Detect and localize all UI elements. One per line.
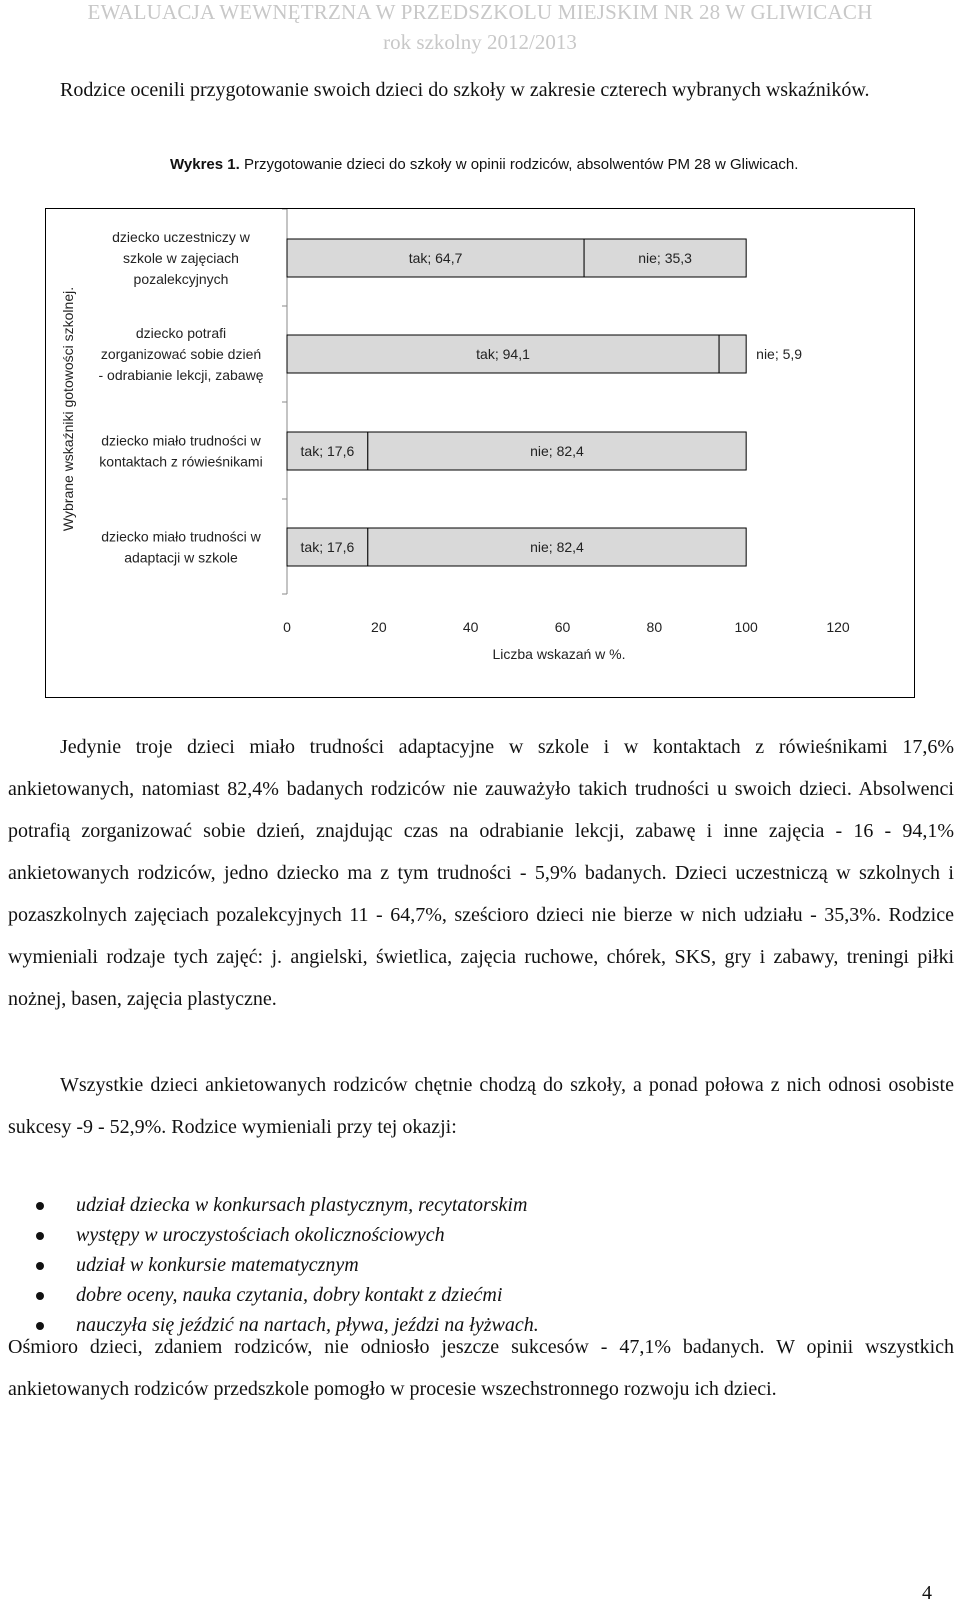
bar-nie	[719, 335, 746, 373]
y-axis-label: Wybrane wskaźniki gotowości szkolnej.	[60, 286, 76, 532]
x-tick-label: 0	[283, 619, 291, 635]
chart-caption-text: Przygotowanie dzieci do szkoły w opinii rodziców, absolwentów PM 28 w Gliwicach.	[239, 156, 799, 173]
category-label: - odrabianie lekcji, zabawę	[98, 367, 264, 383]
chart-caption	[170, 156, 798, 173]
data-label: nie; 5,9	[756, 346, 803, 362]
paragraph-successes: Wszystkie dzieci ankietowanych rodziców chętnie chodzą do szkoły, a ponad połowa z nich odnosi osobiste sukcesy -9 - 52,9%. Rodzice wymieniali przy tej okazji:	[8, 1074, 954, 1138]
data-label: tak; 94,1	[476, 346, 530, 362]
data-label: tak; 64,7	[408, 250, 463, 266]
x-tick-label: 100	[734, 619, 758, 635]
page-number: 4	[922, 1582, 932, 1604]
category-label: szkole w zajęciach	[123, 250, 239, 266]
category-label: dziecko uczestniczy w	[112, 229, 250, 245]
x-tick-label: 120	[826, 619, 850, 635]
list-item	[36, 1220, 916, 1250]
category-label: pozalekcyjnych	[133, 271, 229, 287]
paragraph-results: Jedynie troje dzieci miało trudności adaptacyjne w szkole i w kontaktach z rówieśnikami 17,6% ankietowanych, natomiast 82,4% badanych rodziców nie zauważyło takich trudności u swoich dzieci. Absolwenci potrafią zorganizować sobie dzień, znajdując czas na odrabianie lekcji, zabawę i inne zajęcia - 16 - 94,1% ankietowanych rodziców, jedno dziecko ma z tym trudności - 5,9% badanych. Dzieci uczestniczą w szkolnych i pozaszkolnych zajęciach pozalekcyjnych 11 - 64,7%, sześcioro dzieci nie bierze w nich udziału - 35,3%. Rodzice wymieniali rodzaje tych zajęć: j. angielski, świetlica, zajęcia ruchowe, chórek, SKS, gry i zabawy, treningi piłki nożnej, basen, zajęcia plastyczne.	[8, 736, 954, 1010]
category-label: dziecko miało trudności w	[101, 528, 261, 545]
success-list	[36, 1190, 916, 1340]
category-label: adaptacji w szkole	[124, 549, 238, 566]
list-item-text: dobre oceny, nauka czytania, dobry kontakt z dziećmi	[76, 1284, 503, 1306]
list-item-text: udział dziecka w konkursach plastycznym, recytatorskim	[76, 1194, 528, 1216]
category-label: dziecko potrafi	[135, 325, 227, 341]
list-item	[36, 1280, 916, 1310]
data-label: tak; 17,6	[300, 443, 355, 459]
bullet-icon	[36, 1232, 44, 1240]
x-tick-label: 80	[646, 619, 663, 635]
data-label: nie; 35,3	[638, 250, 692, 266]
data-label: tak; 17,6	[300, 539, 355, 555]
document-header-year: rok szkolny 2012/2013	[383, 30, 577, 54]
stacked-bar-chart	[46, 209, 914, 697]
data-label: nie; 82,4	[530, 539, 584, 555]
x-tick-label: 20	[371, 619, 387, 635]
bullet-icon	[36, 1292, 44, 1300]
bullet-icon	[36, 1202, 44, 1210]
category-label: dziecko miało trudności w	[101, 432, 261, 449]
chart-frame	[45, 208, 915, 698]
list-item-text: nauczyła się jeździć na nartach, pływa, jeździ na łyżwach.	[76, 1314, 539, 1336]
x-tick-label: 40	[462, 619, 479, 635]
category-label: kontaktach z rówieśnikami	[99, 453, 263, 470]
data-label: nie; 82,4	[530, 443, 584, 459]
chart-caption-number: Wykres 1.	[170, 156, 240, 173]
intro-paragraph: Rodzice ocenili przygotowanie swoich dzieci do szkoły w zakresie czterech wybranych wskaźników.	[60, 79, 870, 101]
document-header-title: EWALUACJA WEWNĘTRZNA W PRZEDSZKOLU MIEJSKIM NR 28 W GLIWICACH	[87, 0, 873, 24]
x-axis-label: Liczba wskazań w %.	[492, 646, 626, 662]
list-item-text: udział w konkursie matematycznym	[76, 1254, 359, 1276]
list-item	[36, 1190, 916, 1220]
paragraph-conclusion: Ośmioro dzieci, zdaniem rodziców, nie odniosło jeszcze sukcesów - 47,1% badanych. W opinii wszystkich ankietowanych rodziców przedszkole pomogło w procesie wszechstronnego rozwoju ich dzieci.	[8, 1336, 954, 1400]
list-item-text: występy w uroczystościach okolicznościowych	[76, 1224, 445, 1246]
list-item	[36, 1250, 916, 1280]
bullet-icon	[36, 1262, 44, 1270]
category-label: zorganizować sobie dzień	[100, 346, 262, 362]
x-tick-label: 60	[554, 619, 571, 635]
